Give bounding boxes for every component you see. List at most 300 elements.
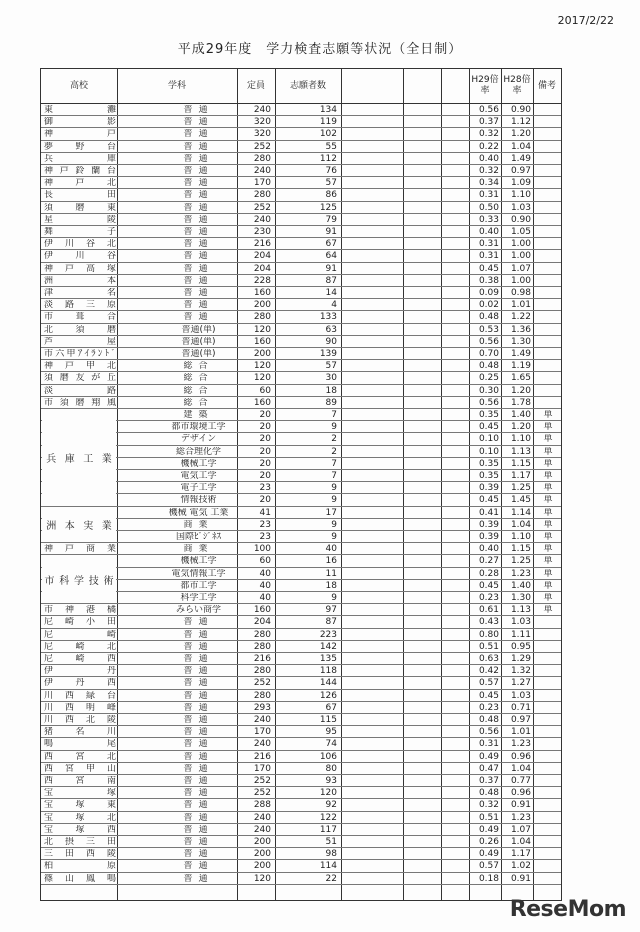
school-name: 宝 塚 東 [44, 800, 116, 811]
school-name: 神 戸 商 業 [44, 544, 116, 555]
capacity-value: 160 [253, 336, 271, 347]
note-value: 単 [543, 544, 553, 555]
ratio28-value: 1.40 [510, 410, 531, 420]
note-value: 単 [543, 495, 553, 506]
ratio29-value: 0.45 [478, 580, 499, 591]
ratio28-value: 1.01 [510, 300, 531, 311]
ratio29-value: 0.32 [478, 166, 499, 176]
school-name: 市 葺 合 [44, 312, 116, 323]
school-name: 長 田 [44, 190, 116, 201]
col-header-note: 備考 [537, 80, 556, 91]
ratio28-value: 1.49 [510, 349, 531, 359]
capacity-value: 23 [259, 532, 271, 542]
applicants-value: 9 [331, 483, 337, 494]
school-name: 津 名 [44, 288, 116, 298]
applicants-value: 91 [325, 227, 337, 237]
group-school-name: 市 科 学 技 術 [42, 555, 116, 603]
ratio28-value: 0.71 [510, 702, 531, 713]
ratio29-value: 0.30 [478, 385, 499, 396]
department: 普通(単) [181, 336, 216, 347]
department: 普通 [183, 617, 214, 628]
department: 普通 [183, 105, 214, 115]
department: 総合 [183, 361, 214, 372]
ratio29-value: 0.41 [478, 507, 499, 518]
school-name: 神 戸 高 塚 [44, 263, 116, 274]
ratio28-value: 1.49 [510, 153, 531, 164]
school-name: 須 磨 東 [44, 202, 116, 213]
ratio28-value: 0.90 [510, 214, 531, 225]
applicants-value: 98 [325, 849, 337, 860]
capacity-value: 20 [259, 422, 271, 433]
school-name: 舞 子 [44, 227, 116, 237]
capacity-value: 41 [259, 507, 271, 518]
applicants-value: 91 [325, 263, 337, 274]
ratio28-value: 1.03 [510, 202, 531, 213]
capacity-value: 204 [253, 263, 271, 274]
department: 電子工学 [180, 483, 217, 494]
department: 普通 [183, 849, 214, 860]
capacity-value: 160 [253, 605, 271, 616]
school-name: 宝 塚 西 [44, 824, 116, 835]
applicants-value: 9 [331, 532, 337, 542]
applicants-value: 133 [319, 312, 337, 323]
ratio28-value: 1.02 [510, 861, 531, 872]
page-title: 平成29年度 学力検査志願等状況（全日制） [177, 42, 463, 57]
applicants-value: 4 [331, 300, 337, 311]
department: 普通 [183, 288, 214, 298]
school-name: 須 磨 友 が 丘 [44, 373, 116, 384]
applicants-value: 92 [325, 800, 337, 811]
group-school-name: 兵 庫 工 業 [42, 409, 116, 506]
ratio29-value: 0.32 [478, 800, 499, 811]
capacity-value: 204 [253, 251, 271, 262]
department: 総合 [183, 397, 214, 408]
note-value: 単 [543, 605, 553, 616]
ratio29-value: 0.39 [478, 532, 499, 542]
ratio29-value: 0.35 [478, 410, 499, 420]
status-table [40, 68, 562, 901]
ratio28-value: 1.00 [510, 251, 531, 262]
ratio29-value: 0.37 [478, 776, 499, 786]
capacity-value: 240 [253, 739, 271, 750]
note-value: 単 [543, 519, 553, 530]
department: 普通 [183, 239, 214, 250]
school-name: 北 須 磨 [44, 324, 116, 335]
school-name: 西 宮 南 [44, 776, 116, 786]
capacity-value: 60 [259, 385, 271, 396]
school-name: 神 戸 甲 北 [44, 361, 116, 372]
department: 普通 [183, 117, 214, 128]
department: 普通 [183, 153, 214, 164]
capacity-value: 240 [253, 715, 271, 725]
department: 普通 [183, 776, 214, 786]
ratio29-value: 0.48 [478, 788, 499, 799]
department: 電気情報工学 [171, 568, 226, 579]
capacity-value: 216 [253, 751, 271, 762]
capacity-value: 160 [253, 397, 271, 408]
department: 普通 [183, 837, 214, 847]
column-divider [469, 69, 470, 900]
school-name: 市 須 磨 翔 風 [44, 397, 116, 408]
capacity-value: 252 [253, 788, 271, 799]
applicants-value: 95 [325, 727, 337, 738]
applicants-value: 90 [325, 336, 337, 347]
applicants-value: 102 [319, 129, 337, 140]
ratio28-value: 1.15 [510, 544, 531, 555]
department: 都市工学 [180, 580, 217, 591]
department: みらい商学 [175, 605, 221, 616]
school-name: 市 神 港 橘 [44, 605, 116, 616]
ratio28-value: 1.00 [510, 239, 531, 250]
ratio29-value: 0.49 [478, 849, 499, 860]
school-name: 尼 崎 西 [44, 654, 116, 664]
ratio28-value: 1.10 [510, 434, 531, 445]
applicants-value: 64 [325, 251, 337, 262]
school-name: 星 陵 [44, 214, 116, 225]
capacity-value: 240 [253, 214, 271, 225]
applicants-value: 118 [319, 666, 337, 677]
department: 普通 [183, 227, 214, 237]
department: 普通 [183, 178, 214, 189]
capacity-value: 20 [259, 495, 271, 506]
department: 普通 [183, 275, 214, 286]
capacity-value: 320 [253, 129, 271, 140]
ratio29-value: 0.49 [478, 751, 499, 762]
applicants-value: 2 [331, 446, 337, 457]
department: 普通 [183, 190, 214, 201]
ratio28-value: 1.17 [510, 849, 531, 860]
department: 普通 [183, 702, 214, 713]
department: 機械工学 [180, 458, 217, 469]
applicants-value: 125 [319, 202, 337, 213]
applicants-value: 93 [325, 776, 337, 786]
note-value: 単 [543, 446, 553, 457]
capacity-value: 20 [259, 471, 271, 481]
ratio28-value: 1.32 [510, 666, 531, 677]
department: 科学工学 [180, 593, 217, 603]
note-value: 単 [543, 593, 553, 603]
ratio28-value: 1.23 [510, 812, 531, 823]
applicants-value: 51 [325, 837, 337, 847]
ratio29-value: 0.31 [478, 739, 499, 750]
ratio28-value: 1.30 [510, 593, 531, 603]
ratio29-value: 0.45 [478, 422, 499, 433]
capacity-value: 280 [253, 629, 271, 640]
department: 普通 [183, 763, 214, 774]
department: 普通 [183, 129, 214, 140]
school-name: 宝 塚 北 [44, 812, 116, 823]
column-divider [117, 69, 118, 900]
ratio29-value: 0.33 [478, 214, 499, 225]
capacity-value: 240 [253, 105, 271, 115]
applicants-value: 18 [325, 580, 337, 591]
applicants-value: 134 [319, 105, 337, 115]
ratio28-value: 1.65 [510, 373, 531, 384]
department: 普通 [183, 690, 214, 701]
ratio28-value: 1.23 [510, 568, 531, 579]
applicants-value: 89 [325, 397, 337, 408]
ratio28-value: 1.03 [510, 617, 531, 628]
capacity-value: 170 [253, 763, 271, 774]
department: 建築 [183, 410, 214, 420]
ratio28-value: 1.25 [510, 556, 531, 567]
ratio28-value: 1.03 [510, 690, 531, 701]
capacity-value: 280 [253, 690, 271, 701]
capacity-value: 40 [259, 568, 271, 579]
ratio29-value: 0.23 [478, 702, 499, 713]
capacity-value: 204 [253, 617, 271, 628]
column-divider [441, 69, 442, 900]
capacity-value: 160 [253, 288, 271, 298]
capacity-value: 280 [253, 641, 271, 652]
ratio29-value: 0.38 [478, 275, 499, 286]
ratio29-value: 0.39 [478, 519, 499, 530]
applicants-value: 14 [325, 288, 337, 298]
col-header-capacity: 定員 [246, 80, 265, 91]
ratio28-value: 1.10 [510, 190, 531, 201]
capacity-value: 216 [253, 654, 271, 664]
department: 機械工学 [180, 556, 217, 567]
school-name: 西 宮 甲 山 [44, 763, 116, 774]
capacity-value: 240 [253, 824, 271, 835]
ratio28-value: 1.04 [510, 519, 531, 530]
ratio28-value: 0.97 [510, 166, 531, 176]
ratio29-value: 0.56 [478, 105, 499, 115]
column-divider [403, 69, 404, 900]
col-header-applicants: 志願者数 [289, 80, 326, 91]
capacity-value: 200 [253, 349, 271, 359]
school-name: 篠 山 鳳 鳴 [44, 873, 116, 884]
applicants-value: 115 [319, 715, 337, 725]
department: 総合 [183, 373, 214, 384]
ratio29-value: 0.48 [478, 312, 499, 323]
capacity-value: 20 [259, 410, 271, 420]
applicants-value: 135 [319, 654, 337, 664]
ratio28-value: 1.13 [510, 605, 531, 616]
department: 普通 [183, 666, 214, 677]
ratio28-value: 1.11 [510, 629, 531, 640]
applicants-value: 9 [331, 422, 337, 433]
school-name: 川 西 明 峰 [44, 702, 116, 713]
applicants-value: 55 [325, 141, 337, 152]
school-name: 猪 名 川 [44, 727, 116, 738]
ratio28-value: 1.01 [510, 727, 531, 738]
school-name: 東 灘 [44, 105, 116, 115]
ratio28-value: 1.78 [510, 397, 531, 408]
ratio28-value: 1.36 [510, 324, 531, 335]
ratio29-value: 0.47 [478, 763, 499, 774]
applicants-value: 11 [325, 568, 337, 579]
school-name: 伊 丹 西 [44, 678, 116, 689]
school-name: 洲 本 [44, 275, 116, 286]
department: 商業 [183, 544, 214, 555]
note-value: 単 [543, 556, 553, 567]
col-header-school: 高校 [69, 80, 88, 91]
capacity-value: 100 [253, 544, 271, 555]
ratio29-value: 0.35 [478, 471, 499, 481]
ratio29-value: 0.31 [478, 239, 499, 250]
school-name: 芦 屋 [44, 336, 116, 347]
ratio29-value: 0.53 [478, 324, 499, 335]
ratio29-value: 0.50 [478, 202, 499, 213]
capacity-value: 252 [253, 141, 271, 152]
date-label: 2017/2/22 [557, 14, 614, 27]
applicants-value: 16 [325, 556, 337, 567]
ratio28-value: 1.45 [510, 495, 531, 506]
applicants-value: 223 [319, 629, 337, 640]
note-value: 単 [543, 507, 553, 518]
col-header-ratio28: H28倍率 [503, 75, 531, 96]
ratio28-value: 1.07 [510, 824, 531, 835]
ratio29-value: 0.37 [478, 117, 499, 128]
school-name: 神 戸 北 [44, 178, 116, 189]
capacity-value: 216 [253, 239, 271, 250]
ratio28-value: 0.77 [510, 776, 531, 786]
capacity-value: 293 [253, 702, 271, 713]
school-name: 伊 丹 [44, 666, 116, 677]
applicants-value: 2 [331, 434, 337, 445]
department: 総合理化学 [175, 446, 221, 457]
ratio28-value: 1.19 [510, 361, 531, 372]
ratio29-value: 0.42 [478, 666, 499, 677]
school-name: 神 戸 鈴 蘭 台 [44, 166, 116, 176]
applicants-value: 67 [325, 239, 337, 250]
applicants-value: 106 [319, 751, 337, 762]
applicants-value: 80 [325, 763, 337, 774]
department: 普通 [183, 824, 214, 835]
ratio29-value: 0.57 [478, 678, 499, 689]
capacity-value: 23 [259, 519, 271, 530]
capacity-value: 60 [259, 556, 271, 567]
capacity-value: 120 [253, 361, 271, 372]
school-name: 伊 川 谷 北 [44, 239, 116, 250]
column-divider [341, 69, 342, 900]
capacity-value: 280 [253, 666, 271, 677]
ratio28-value: 1.04 [510, 763, 531, 774]
applicants-value: 9 [331, 495, 337, 506]
note-value: 単 [543, 422, 553, 433]
ratio28-value: 0.96 [510, 788, 531, 799]
applicants-value: 112 [319, 153, 337, 164]
capacity-value: 40 [259, 593, 271, 603]
school-name: 尼 崎 小 田 [44, 617, 116, 628]
applicants-value: 7 [331, 458, 337, 469]
ratio29-value: 0.45 [478, 690, 499, 701]
applicants-value: 7 [331, 471, 337, 481]
note-value: 単 [543, 580, 553, 591]
ratio28-value: 1.05 [510, 227, 531, 237]
applicants-value: 79 [325, 214, 337, 225]
capacity-value: 200 [253, 300, 271, 311]
ratio28-value: 0.95 [510, 641, 531, 652]
applicants-value: 144 [319, 678, 337, 689]
ratio29-value: 0.27 [478, 556, 499, 567]
applicants-value: 87 [325, 275, 337, 286]
capacity-value: 200 [253, 837, 271, 847]
ratio28-value: 1.14 [510, 507, 531, 518]
note-value: 単 [543, 532, 553, 542]
ratio29-value: 0.10 [478, 434, 499, 445]
department: 普通 [183, 629, 214, 640]
school-name: 三 田 西 陵 [44, 849, 116, 860]
ratio29-value: 0.28 [478, 568, 499, 579]
column-divider [533, 69, 534, 900]
ratio28-value: 1.25 [510, 483, 531, 494]
school-name: 伊 川 谷 [44, 251, 116, 262]
capacity-value: 230 [253, 227, 271, 237]
capacity-value: 170 [253, 178, 271, 189]
school-name: 川 西 北 陵 [44, 715, 116, 725]
ratio28-value: 1.23 [510, 739, 531, 750]
ratio28-value: 1.04 [510, 837, 531, 847]
department: 普通 [183, 202, 214, 213]
department: 普通 [183, 251, 214, 262]
ratio29-value: 0.43 [478, 617, 499, 628]
capacity-value: 40 [259, 580, 271, 591]
department: 普通 [183, 312, 214, 323]
applicants-value: 67 [325, 702, 337, 713]
department: 普通(単) [181, 324, 216, 335]
capacity-value: 252 [253, 202, 271, 213]
department: 商業 [183, 519, 214, 530]
applicants-value: 114 [319, 861, 337, 872]
ratio29-value: 0.48 [478, 715, 499, 725]
note-value: 単 [543, 410, 553, 420]
ratio28-value: 1.15 [510, 458, 531, 469]
department: 普通 [183, 739, 214, 750]
department: 普通 [183, 263, 214, 274]
applicants-value: 76 [325, 166, 337, 176]
school-name: 淡 路 三 原 [44, 300, 116, 311]
ratio29-value: 0.51 [478, 812, 499, 823]
ratio28-value: 1.10 [510, 532, 531, 542]
ratio29-value: 0.45 [478, 263, 499, 274]
applicants-value: 142 [319, 641, 337, 652]
ratio29-value: 0.40 [478, 153, 499, 164]
ratio29-value: 0.34 [478, 178, 499, 189]
applicants-value: 122 [319, 812, 337, 823]
ratio28-value: 1.20 [510, 385, 531, 396]
capacity-value: 240 [253, 812, 271, 823]
logo: ReseMom [509, 897, 626, 922]
department: 普通 [183, 861, 214, 872]
ratio29-value: 0.39 [478, 483, 499, 494]
ratio29-value: 0.40 [478, 227, 499, 237]
ratio28-value: 1.29 [510, 654, 531, 664]
department: 普通(単) [181, 349, 216, 359]
note-value: 単 [543, 568, 553, 579]
school-name: 兵 庫 [44, 153, 116, 164]
ratio28-value: 0.91 [510, 800, 531, 811]
note-value: 単 [543, 434, 553, 445]
capacity-value: 23 [259, 483, 271, 494]
ratio28-value: 1.40 [510, 580, 531, 591]
school-name: 川 西 緑 台 [44, 690, 116, 701]
applicants-value: 9 [331, 519, 337, 530]
ratio28-value: 1.04 [510, 141, 531, 152]
capacity-value: 240 [253, 166, 271, 176]
ratio29-value: 0.80 [478, 629, 499, 640]
department: 機械 電気 工業 [168, 507, 229, 518]
ratio29-value: 0.09 [478, 288, 499, 298]
ratio29-value: 0.10 [478, 446, 499, 457]
capacity-value: 280 [253, 190, 271, 201]
department: 普通 [183, 715, 214, 725]
ratio28-value: 1.12 [510, 117, 531, 128]
applicants-value: 9 [331, 593, 337, 603]
department: 普通 [183, 641, 214, 652]
capacity-value: 200 [253, 861, 271, 872]
